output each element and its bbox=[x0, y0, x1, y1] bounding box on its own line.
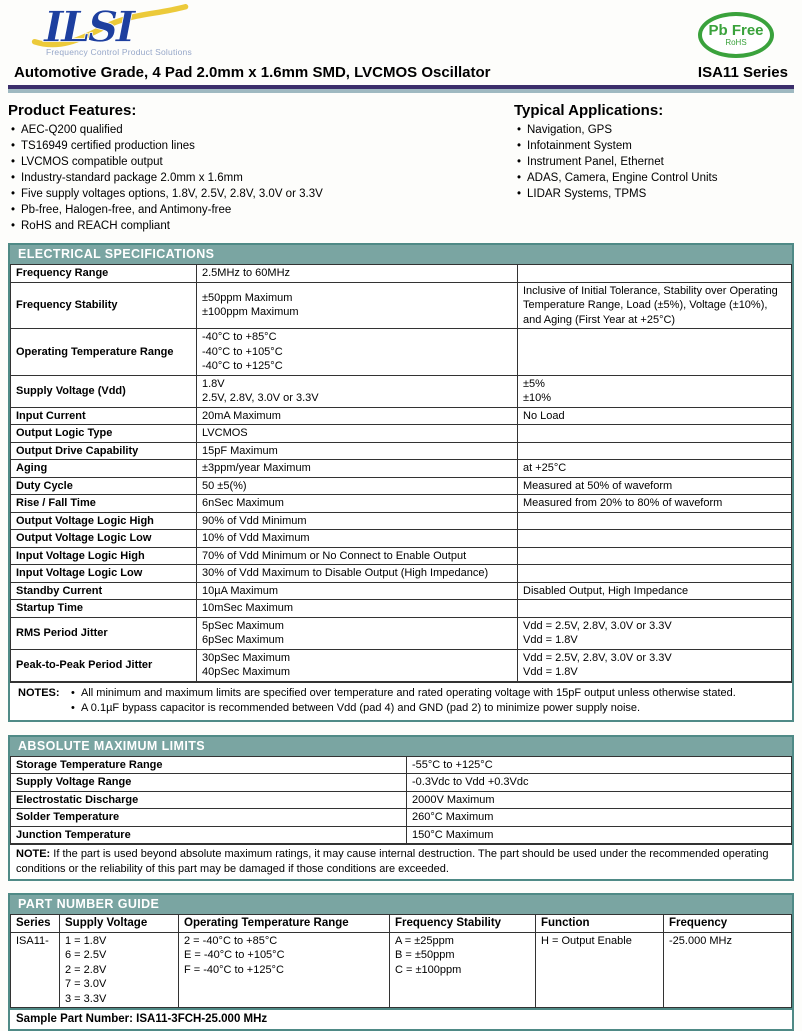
company-logo bbox=[30, 4, 192, 57]
cell-line: C = ±100ppm bbox=[395, 963, 462, 976]
limit-value bbox=[407, 826, 792, 844]
spec-row bbox=[11, 512, 792, 530]
cell-line: Peak-to-Peak Period Jitter bbox=[16, 658, 153, 671]
electrical-notes-list bbox=[70, 686, 736, 716]
spec-parameter bbox=[11, 565, 197, 583]
spec-value bbox=[197, 265, 518, 283]
spec-condition bbox=[518, 477, 792, 495]
cell-line: -40°C to +125°C bbox=[202, 360, 283, 372]
spec-value bbox=[197, 282, 518, 329]
spec-value bbox=[197, 375, 518, 407]
spec-value bbox=[197, 495, 518, 513]
note-label: NOTE: bbox=[16, 848, 51, 860]
limit-parameter bbox=[11, 791, 407, 809]
cell-line: Input Voltage Logic High bbox=[16, 549, 145, 562]
part-guide-stability bbox=[390, 932, 536, 1008]
spec-row bbox=[11, 282, 792, 329]
absolute-maximum-limits-header: ABSOLUTE MAXIMUM LIMITS bbox=[10, 737, 792, 756]
typical-applications-list bbox=[514, 122, 794, 202]
part-guide-function bbox=[536, 932, 664, 1008]
limit-row bbox=[11, 809, 792, 827]
logo-tagline: Frequency Control Product Solutions bbox=[46, 47, 192, 57]
list-item: • Instrument Panel, Ethernet bbox=[514, 154, 794, 170]
cell-line: 30pSec Maximum bbox=[202, 651, 291, 664]
spec-value bbox=[197, 649, 518, 681]
cell-line: ISA11- bbox=[16, 934, 49, 947]
cell-line: Rise / Fall Time bbox=[16, 497, 96, 509]
column-header bbox=[536, 915, 664, 933]
spec-parameter bbox=[11, 512, 197, 530]
spec-row bbox=[11, 530, 792, 548]
cell-line: 6nSec Maximum bbox=[202, 497, 284, 509]
cell-line: Function bbox=[541, 917, 590, 929]
list-item: • RoHS and REACH compliant bbox=[8, 218, 514, 234]
cell-line: Output Logic Type bbox=[16, 427, 113, 439]
spec-row bbox=[11, 582, 792, 600]
spec-condition bbox=[518, 407, 792, 425]
cell-line: ±50ppm Maximum bbox=[202, 291, 293, 304]
cell-line: Disabled Output, High Impedance bbox=[523, 584, 689, 597]
spec-row bbox=[11, 425, 792, 443]
spec-condition bbox=[518, 565, 792, 583]
spec-condition bbox=[518, 495, 792, 513]
cell-line: Operating Temperature Range bbox=[16, 345, 174, 358]
typical-applications-section bbox=[514, 102, 794, 234]
intro-columns bbox=[8, 102, 794, 234]
limit-parameter bbox=[11, 826, 407, 844]
list-item: • LVCMOS compatible output bbox=[8, 154, 514, 170]
cell-line: Supply Voltage bbox=[65, 917, 148, 929]
limit-parameter bbox=[11, 774, 407, 792]
cell-line: ±5% bbox=[523, 377, 545, 390]
limit-row bbox=[11, 791, 792, 809]
spec-row bbox=[11, 407, 792, 425]
pb-free-label: Pb Free bbox=[708, 21, 764, 39]
cell-line: Output Drive Capability bbox=[16, 444, 139, 457]
part-guide-series bbox=[11, 932, 60, 1008]
spec-condition bbox=[518, 547, 792, 565]
cell-line: 15pF Maximum bbox=[202, 444, 278, 457]
cell-line: Electrostatic Discharge bbox=[16, 793, 139, 806]
spec-value bbox=[197, 512, 518, 530]
limit-parameter bbox=[11, 809, 407, 827]
notes-label: NOTES: bbox=[18, 686, 60, 699]
part-guide-frequency bbox=[664, 932, 792, 1008]
part-number-guide-header: PART NUMBER GUIDE bbox=[10, 895, 792, 914]
spec-condition bbox=[518, 282, 792, 329]
absolute-note bbox=[10, 844, 792, 879]
spec-condition bbox=[518, 582, 792, 600]
spec-condition bbox=[518, 649, 792, 681]
spec-parameter bbox=[11, 407, 197, 425]
cell-line: Aging bbox=[16, 462, 48, 474]
spec-parameter bbox=[11, 442, 197, 460]
cell-line: 10mSec Maximum bbox=[202, 602, 294, 614]
cell-line: F = -40°C to +125°C bbox=[184, 963, 284, 976]
cell-line: A = ±25ppm bbox=[395, 934, 454, 947]
limit-row bbox=[11, 756, 792, 774]
spec-value bbox=[197, 477, 518, 495]
absolute-maximum-limits-section bbox=[8, 735, 794, 882]
part-guide-temp-range bbox=[179, 932, 390, 1008]
limit-parameter bbox=[11, 756, 407, 774]
list-item: • ADAS, Camera, Engine Control Units bbox=[514, 170, 794, 186]
spec-row bbox=[11, 477, 792, 495]
cell-line: -40°C to +105°C bbox=[202, 345, 283, 358]
limit-value bbox=[407, 774, 792, 792]
spec-row bbox=[11, 565, 792, 583]
list-item: • TS16949 certified production lines bbox=[8, 138, 514, 154]
spec-condition bbox=[518, 600, 792, 618]
spec-parameter bbox=[11, 477, 197, 495]
electrical-notes bbox=[10, 682, 792, 720]
spec-condition bbox=[518, 265, 792, 283]
cell-line: Measured at 50% of waveform bbox=[523, 479, 673, 492]
spec-value bbox=[197, 407, 518, 425]
spec-condition bbox=[518, 375, 792, 407]
typical-applications-heading: Typical Applications: bbox=[514, 102, 664, 119]
cell-line: Storage Temperature Range bbox=[16, 758, 163, 771]
cell-line: Input Voltage Logic Low bbox=[16, 567, 143, 579]
spec-row bbox=[11, 600, 792, 618]
cell-line: -55°C to +125°C bbox=[412, 758, 493, 771]
spec-row bbox=[11, 375, 792, 407]
list-item: • All minimum and maximum limits are specified over temperature and rated operating voltage with 15pF output unless otherwise stated. bbox=[70, 686, 736, 701]
part-guide-data-row bbox=[11, 932, 792, 1008]
list-item: • A 0.1µF bypass capacitor is recommended between Vdd (pad 4) and GND (pad 2) to minimize power supply noise. bbox=[70, 701, 736, 716]
cell-line: -0.3Vdc to Vdd +0.3Vdc bbox=[412, 776, 529, 788]
pb-free-rohs-badge bbox=[698, 12, 774, 58]
cell-line: Frequency Stability bbox=[16, 299, 118, 311]
spec-value bbox=[197, 617, 518, 649]
spec-parameter bbox=[11, 375, 197, 407]
sample-part-number: Sample Part Number: ISA11-3FCH-25.000 MHz bbox=[10, 1008, 792, 1029]
limit-row bbox=[11, 774, 792, 792]
absolute-maximum-limits-table bbox=[10, 756, 792, 845]
cell-line: 1 = 1.8V bbox=[65, 934, 107, 947]
list-item: • Five supply voltages options, 1.8V, 2.5V, 2.8V, 3.0V or 3.3V bbox=[8, 186, 514, 202]
logo-text: ILSI bbox=[43, 4, 133, 50]
page-header bbox=[8, 0, 794, 62]
cell-line: Vdd = 2.5V, 2.8V, 3.0V or 3.3V bbox=[523, 619, 672, 632]
spec-value bbox=[197, 547, 518, 565]
part-number-guide-table bbox=[10, 914, 792, 1008]
cell-line: 2.5MHz to 60MHz bbox=[202, 267, 291, 279]
cell-line: 40pSec Maximum bbox=[202, 666, 291, 678]
cell-line: 7 = 3.0V bbox=[65, 978, 107, 990]
product-features-list bbox=[8, 122, 514, 234]
column-header bbox=[664, 915, 792, 933]
spec-value bbox=[197, 442, 518, 460]
cell-line: 1.8V bbox=[202, 377, 225, 390]
cell-line: Measured from 20% to 80% of waveform bbox=[523, 497, 723, 509]
cell-line: -25.000 MHz bbox=[669, 934, 732, 947]
divider-steel bbox=[8, 89, 794, 93]
rohs-label: RoHS bbox=[725, 37, 747, 47]
spec-parameter bbox=[11, 460, 197, 478]
electrical-specifications-section bbox=[8, 243, 794, 722]
part-guide-header-row bbox=[11, 915, 792, 933]
spec-parameter bbox=[11, 617, 197, 649]
cell-line: No Load bbox=[523, 409, 565, 422]
cell-line: ±3ppm/year Maximum bbox=[202, 462, 311, 474]
spec-value bbox=[197, 565, 518, 583]
cell-line: at +25°C bbox=[523, 462, 567, 474]
spec-parameter bbox=[11, 600, 197, 618]
spec-value bbox=[197, 460, 518, 478]
cell-line: Junction Temperature bbox=[16, 828, 131, 841]
spec-condition bbox=[518, 442, 792, 460]
spec-parameter bbox=[11, 265, 197, 283]
cell-line: 10% of Vdd Maximum bbox=[202, 532, 310, 544]
spec-parameter bbox=[11, 495, 197, 513]
cell-line: Output Voltage Logic High bbox=[16, 514, 154, 527]
cell-line: 2 = -40°C to +85°C bbox=[184, 934, 278, 947]
spec-parameter bbox=[11, 530, 197, 548]
list-item: • Pb-free, Halogen-free, and Antimony-free bbox=[8, 202, 514, 218]
spec-value bbox=[197, 425, 518, 443]
cell-line: B = ±50ppm bbox=[395, 949, 455, 961]
cell-line: Frequency Stability bbox=[395, 917, 502, 929]
cell-line: RMS Period Jitter bbox=[16, 626, 108, 639]
cell-line: Series bbox=[16, 917, 51, 929]
spec-condition bbox=[518, 530, 792, 548]
limit-value bbox=[407, 809, 792, 827]
spec-value bbox=[197, 582, 518, 600]
cell-line: Vdd = 2.5V, 2.8V, 3.0V or 3.3V bbox=[523, 651, 672, 664]
cell-line: 6 = 2.5V bbox=[65, 949, 107, 961]
spec-row bbox=[11, 265, 792, 283]
cell-line: Input Current bbox=[16, 409, 86, 422]
spec-row bbox=[11, 495, 792, 513]
cell-line: ±100ppm Maximum bbox=[202, 306, 299, 319]
spec-value bbox=[197, 530, 518, 548]
spec-row bbox=[11, 442, 792, 460]
cell-line: Solder Temperature bbox=[16, 811, 120, 823]
cell-line: 50 ±5(%) bbox=[202, 479, 247, 492]
cell-line: E = -40°C to +105°C bbox=[184, 949, 285, 961]
cell-line: Vdd = 1.8V bbox=[523, 634, 578, 646]
spec-condition bbox=[518, 460, 792, 478]
list-item: • Infotainment System bbox=[514, 138, 794, 154]
spec-value bbox=[197, 329, 518, 376]
limit-value bbox=[407, 791, 792, 809]
cell-line: 260°C Maximum bbox=[412, 811, 494, 823]
cell-line: 5pSec Maximum bbox=[202, 619, 284, 632]
cell-line: Frequency bbox=[669, 917, 728, 929]
cell-line: Operating Temperature Range bbox=[184, 917, 349, 929]
spec-parameter bbox=[11, 582, 197, 600]
spec-parameter bbox=[11, 329, 197, 376]
product-features-section bbox=[8, 102, 514, 234]
cell-line: Supply Voltage (Vdd) bbox=[16, 384, 126, 397]
limit-value bbox=[407, 756, 792, 774]
cell-line: 3 = 3.3V bbox=[65, 992, 107, 1005]
cell-line: 20mA Maximum bbox=[202, 409, 281, 422]
column-header bbox=[60, 915, 179, 933]
cell-line: 70% of Vdd Minimum or No Connect to Enable Output bbox=[202, 549, 467, 562]
list-item: • Navigation, GPS bbox=[514, 122, 794, 138]
column-header bbox=[179, 915, 390, 933]
part-number-guide-section bbox=[8, 893, 794, 1031]
cell-line: Frequency Range bbox=[16, 267, 109, 279]
cell-line: -40°C to +85°C bbox=[202, 331, 277, 343]
list-item: • Industry-standard package 2.0mm x 1.6mm bbox=[8, 170, 514, 186]
electrical-specifications-table bbox=[10, 264, 792, 682]
column-header bbox=[390, 915, 536, 933]
cell-line: Duty Cycle bbox=[16, 479, 73, 492]
cell-line: Startup Time bbox=[16, 602, 84, 614]
ilsi-logo-icon bbox=[30, 4, 192, 50]
cell-line: 150°C Maximum bbox=[412, 828, 494, 841]
part-guide-supply-voltage bbox=[60, 932, 179, 1008]
spec-row bbox=[11, 547, 792, 565]
title-bar bbox=[8, 62, 794, 85]
spec-parameter bbox=[11, 649, 197, 681]
list-item: • LIDAR Systems, TPMS bbox=[514, 186, 794, 202]
cell-line: LVCMOS bbox=[202, 427, 248, 439]
spec-parameter bbox=[11, 282, 197, 329]
spec-condition bbox=[518, 512, 792, 530]
spec-row bbox=[11, 617, 792, 649]
spec-parameter bbox=[11, 425, 197, 443]
cell-line: 30% of Vdd Maximum to Disable Output (High Impedance) bbox=[202, 567, 489, 579]
series-title: ISA11 Series bbox=[697, 64, 788, 81]
cell-line: 6pSec Maximum bbox=[202, 634, 284, 646]
spec-condition bbox=[518, 425, 792, 443]
cell-line: 10µA Maximum bbox=[202, 584, 279, 597]
spec-row bbox=[11, 649, 792, 681]
note-text: If the part is used beyond absolute maximum ratings, it may cause internal destruction. The part should be used under the recommended operating conditions or the reliability of this part may be damaged if those conditions are exceeded. bbox=[16, 848, 769, 875]
column-header bbox=[11, 915, 60, 933]
document-title: Automotive Grade, 4 Pad 2.0mm x 1.6mm SMD, LVCMOS Oscillator bbox=[14, 64, 491, 81]
cell-line: 2000V Maximum bbox=[412, 793, 495, 806]
spec-parameter bbox=[11, 547, 197, 565]
cell-line: H = Output Enable bbox=[541, 934, 632, 947]
cell-line: Supply Voltage Range bbox=[16, 776, 132, 788]
spec-condition bbox=[518, 617, 792, 649]
cell-line: Output Voltage Logic Low bbox=[16, 532, 152, 544]
cell-line: 2 = 2.8V bbox=[65, 963, 107, 976]
product-features-heading: Product Features: bbox=[8, 102, 137, 119]
cell-line: Inclusive of Initial Tolerance, Stability over Operating Temperature Range, Load (±5%), Voltage (±10%), and Aging (First Year at +25°C) bbox=[523, 284, 778, 326]
spec-value bbox=[197, 600, 518, 618]
cell-line: Standby Current bbox=[16, 584, 103, 597]
spec-row bbox=[11, 460, 792, 478]
electrical-specifications-header: ELECTRICAL SPECIFICATIONS bbox=[10, 245, 792, 264]
spec-row bbox=[11, 329, 792, 376]
cell-line: 2.5V, 2.8V, 3.0V or 3.3V bbox=[202, 392, 319, 404]
cell-line: Vdd = 1.8V bbox=[523, 666, 578, 678]
limit-row bbox=[11, 826, 792, 844]
list-item: • AEC-Q200 qualified bbox=[8, 122, 514, 138]
cell-line: ±10% bbox=[523, 392, 552, 404]
spec-condition bbox=[518, 329, 792, 376]
cell-line: 90% of Vdd Minimum bbox=[202, 514, 307, 527]
